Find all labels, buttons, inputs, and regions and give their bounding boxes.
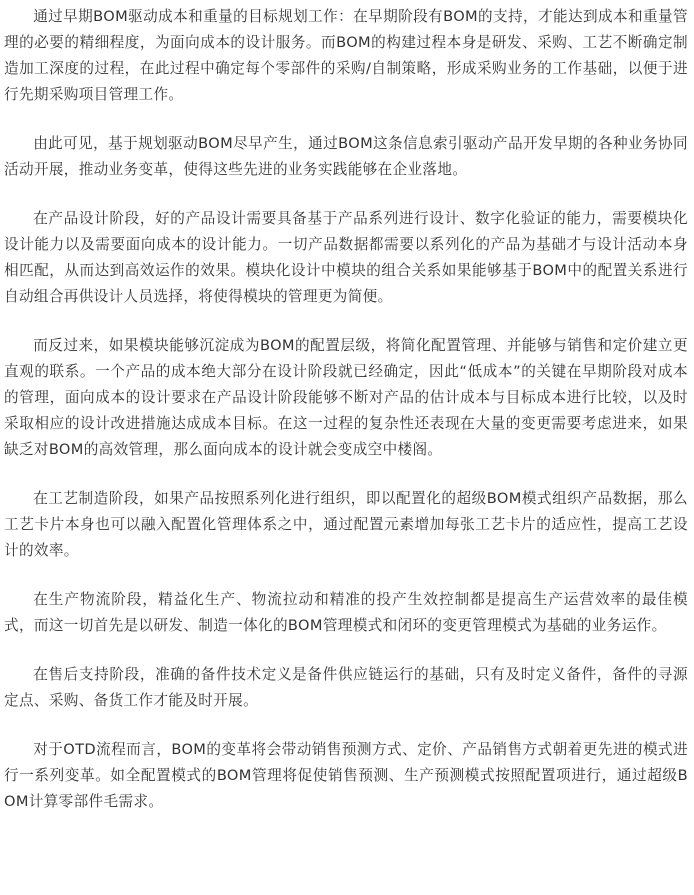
paragraph-otd-process: 对于OTD流程而言，BOM的变革将会带动销售预测方式、定价、产品销售方式朝着更先进的模式进行一系列变革。如全配置模式的BOM管理将促使销售预测、生产预测模式按照配置项进行，通过超级BOM计算零部件毛需求。 xyxy=(4,741,688,810)
paragraph-process-manufacturing-stage: 在工艺制造阶段，如果产品按照系列化进行组织，即以配置化的超级BOM模式组织产品数据，那么工艺卡片本身也可以融入配置化管理体系之中，通过配置元素增加每张工艺卡片的适应性，提高工艺设计的效率。 xyxy=(4,490,688,559)
paragraph-after-sales-stage: 在售后支持阶段，准确的备件技术定义是备件供应链运行的基础，只有及时定义备件，备件的寻源定点、采购、备货工作才能及时开展。 xyxy=(4,666,688,709)
paragraph-production-logistics-stage: 在生产物流阶段，精益化生产、物流拉动和精准的投产生效控制都是提高生产运营效率的最佳模式，而这一切首先是以研发、制造一体化的BOM管理模式和闭环的变更管理模式为基础的业务运作。 xyxy=(4,591,688,634)
paragraph-module-configuration: 而反过来，如果模块能够沉淀成为BOM的配置层级，将简化配置管理、并能够与销售和定价建立更直观的联系。一个产品的成本绝大部分在设计阶段就已经确定，因此“低成本”的关键在早期阶段对成本的管理，面向成本的设计要求在产品设计阶段能够不断对产品的估计成本与目标成本进行比较，以及时采取相应的设计改进措施达成成本目标。在这一过程的复杂性还表现在大量的变更需要考虑进来，如果缺乏对BOM的高效管理，那么面向成本的设计就会变成空中楼阁。 xyxy=(4,337,688,458)
paragraph-product-design-stage: 在产品设计阶段，好的产品设计需要具备基于产品系列进行设计、数字化验证的能力，需要模块化设计能力以及需要面向成本的设计能力。一切产品数据都需要以系列化的产品为基础才与设计活动本身相匹配，从而达到高效运作的效果。模块化设计中模块的组合关系如果能够基于BOM中的配置关系进行自动组合再供设计人员选择，将使得模块的管理更为简便。 xyxy=(4,210,688,305)
paragraph-early-bom-planning: 通过早期BOM驱动成本和重量的目标规划工作：在早期阶段有BOM的支持，才能达到成本和重量管理的必要的精细程度，为面向成本的设计服务。而BOM的构建过程本身是研发、采购、工艺不断确定制造加工深度的过程，在此过程中确定每个零部件的采购/自制策略，形成采购业务的工作基础，以便于进行先期采购项目管理工作。 xyxy=(4,8,688,103)
paragraph-bom-driven-collaboration: 由此可见，基于规划驱动BOM尽早产生，通过BOM这条信息索引驱动产品开发早期的各种业务协同活动开展，推动业务变革，使得这些先进的业务实践能够在企业落地。 xyxy=(4,135,688,178)
